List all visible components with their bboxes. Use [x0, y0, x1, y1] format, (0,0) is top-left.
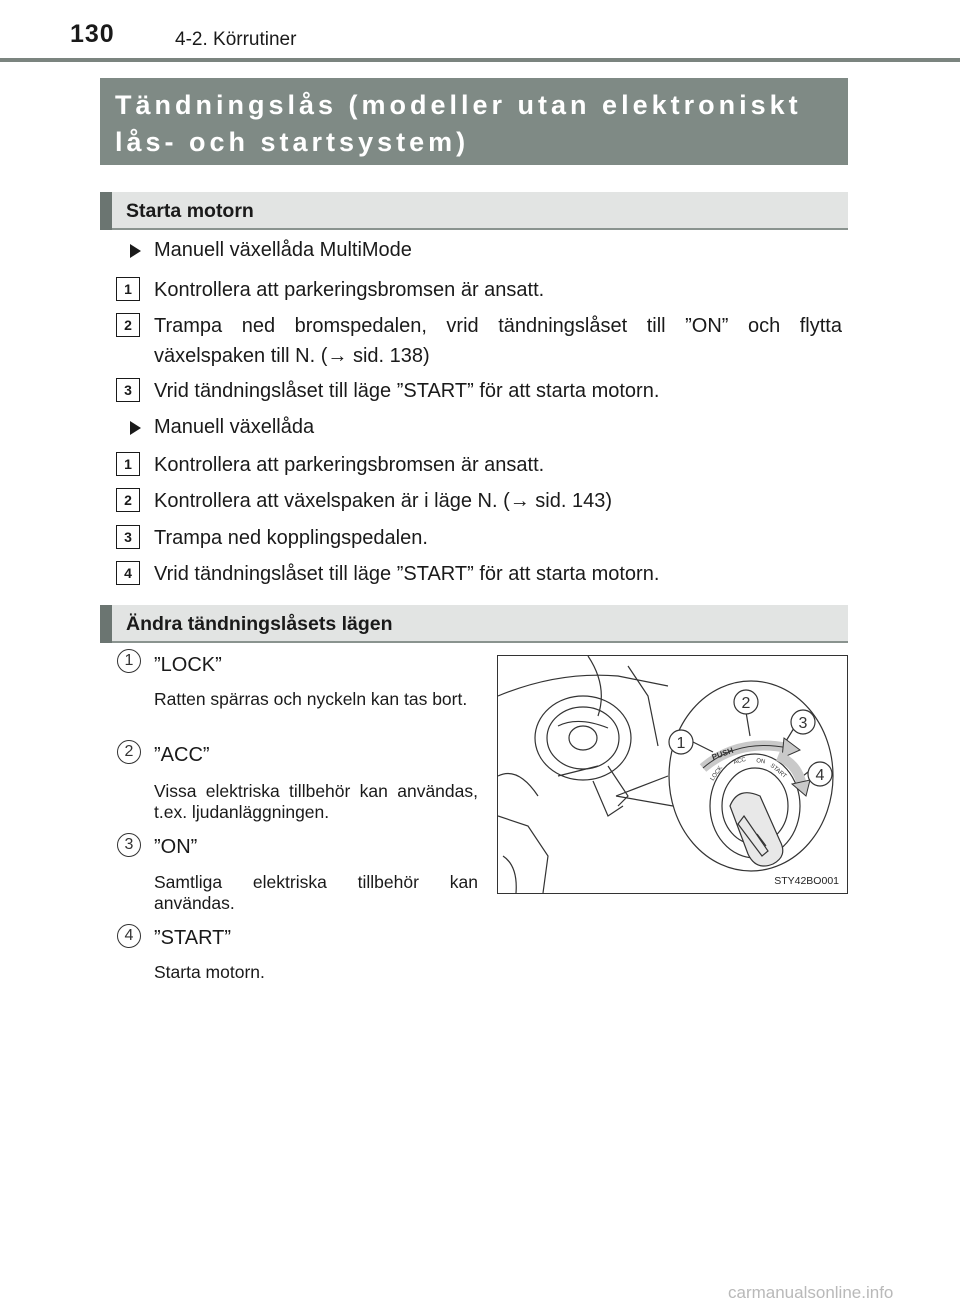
subsection-heading-start	[100, 192, 848, 230]
page-header	[0, 0, 960, 64]
position-number-circle: 2	[117, 740, 141, 764]
step-text: Vrid tändningslåset till läge ”START” för att starta motorn.	[154, 380, 660, 402]
title-line-2: lås- och startsystem)	[115, 127, 470, 157]
bullet-label: Manuell växellåda MultiMode	[154, 239, 412, 261]
switch-label-push: PUSH	[710, 745, 735, 762]
step-number-badge: 1	[116, 452, 140, 476]
step-number-badge: 4	[116, 561, 140, 585]
title-line-1: Tändningslås (modeller utan elektroniskt	[115, 90, 802, 120]
step-number-badge: 2	[116, 488, 140, 512]
position-title: ”START”	[154, 927, 232, 949]
heading-bar	[100, 192, 112, 230]
step-text: Kontrollera att parkeringsbromsen är ansatt.	[154, 279, 545, 301]
chapter-title: 4-2. Körrutiner	[175, 29, 297, 50]
position-description: Samtliga elektriska tillbehör kan användas.	[154, 872, 478, 913]
bullet-heading-multimode	[130, 239, 412, 262]
step-text: Vrid tändningslåset till läge ”START” för att starta motorn.	[154, 563, 660, 585]
triangle-bullet-icon	[130, 421, 141, 435]
page-number: 130	[70, 20, 115, 48]
position-title: ”LOCK”	[154, 654, 222, 676]
step-text: Kontrollera att växelspaken är i läge N. (→ sid. 143)	[154, 490, 612, 512]
switch-label-acc: ACC	[732, 756, 747, 766]
subsection-heading-positions	[100, 605, 848, 643]
bullet-heading-manual	[130, 416, 314, 439]
position-title: ”ON”	[154, 836, 198, 858]
triangle-bullet-icon	[130, 244, 141, 258]
subsection-heading-label: Starta motorn	[126, 200, 254, 222]
ignition-line-drawing	[498, 656, 847, 893]
position-number-circle: 3	[117, 833, 141, 857]
position-number-circle: 1	[117, 649, 141, 673]
callout-2: 2	[741, 695, 751, 712]
position-description: Vissa elektriska tillbehör kan användas, t.ex. ljudanläggningen.	[154, 781, 478, 822]
bullet-label: Manuell växellåda	[154, 416, 315, 438]
watermark: carmanualsonline.info	[728, 1283, 894, 1302]
header-rule	[0, 58, 960, 62]
step-number-badge: 1	[116, 277, 140, 301]
position-description: Ratten spärras och nyckeln kan tas bort.	[154, 689, 468, 709]
switch-label-lock: LOCK	[709, 765, 725, 783]
step-number-badge: 3	[116, 378, 140, 402]
ignition-switch-illustration	[497, 655, 848, 894]
callout-4: 4	[815, 767, 825, 784]
step-number-badge: 3	[116, 525, 140, 549]
position-title: ”ACC”	[154, 744, 210, 766]
step-text: Trampa ned kopplingspedalen.	[154, 527, 428, 549]
callout-1: 1	[676, 735, 686, 752]
switch-label-on: ON	[755, 758, 766, 766]
position-description: Starta motorn.	[154, 962, 265, 982]
subsection-heading-label: Ändra tändningslåsets lägen	[126, 613, 393, 635]
step-text: Trampa ned bromspedalen, vrid tändningslåset till ”ON” och flytta växelspaken till N. (→ sid. 138)	[154, 315, 842, 367]
callout-3: 3	[798, 715, 808, 732]
figure-code: STY42BO001	[774, 875, 839, 887]
step-number-badge: 2	[116, 313, 140, 337]
step-text: Kontrollera att parkeringsbromsen är ansatt.	[154, 454, 545, 476]
position-number-circle: 4	[117, 924, 141, 948]
switch-label-start: START	[768, 762, 788, 780]
heading-bar	[100, 605, 112, 643]
section-title-box	[100, 78, 848, 165]
